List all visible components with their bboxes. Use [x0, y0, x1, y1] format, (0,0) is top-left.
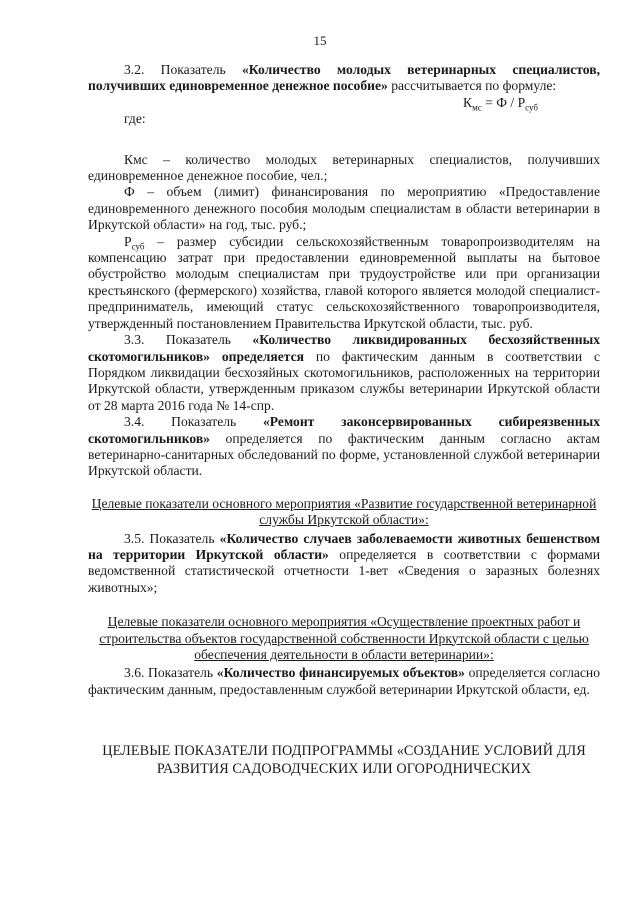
definition-kms: Кмс – количество молодых ветеринарных специалистов, получивших единовременное денежное пособие, чел.; [88, 151, 600, 184]
formula-rhs-sub: суб [525, 102, 538, 113]
formula-lhs-sub: мс [472, 102, 482, 113]
paragraph-3-3 [88, 332, 600, 414]
page-content [88, 62, 600, 778]
paragraph-lead: 3.5. Показатель [124, 530, 220, 546]
subprogram-heading: ЦЕЛЕВЫЕ ПОКАЗАТЕЛИ ПОДПРОГРАММЫ «СОЗДАНИЕ УСЛОВИЙ ДЛЯ РАЗВИТИЯ САДОВОДЧЕСКИХ ИЛИ ОГОРОДНИЧЕСКИХ [102, 743, 586, 778]
indicator-name: «Ремонт законсервированных сибиреязвенных скотомогильников» [88, 414, 600, 446]
where-label: где: [124, 111, 146, 127]
definition-symbol: Р [124, 233, 132, 249]
paragraph-lead: 3.3. Показатель [124, 332, 253, 348]
paragraph-tail: определяется по фактическим данным согласно актам ветеринарно-санитарных обследований по форме, установленной службой ветеринарии Иркутской области. [88, 430, 600, 479]
paragraph-lead: 3.4. Показатель [124, 414, 263, 430]
definition-text: – размер субсидии сельскохозяйственным товаропроизводителям на компенсацию затрат при предоставлении единовременной выплаты на бытовое обустройство молодым специалистам при трудоустройстве или при организации крестьянского (фермерского) хозяйства, главой которого является молодой специалист-предприниматель, имеющий статус сельскохозяйственного товаропроизводителя, утвержденный постановлением Правительства Иркутской области, тыс. руб. [88, 233, 600, 331]
indicator-name: «Количество молодых ветеринарных специалистов, получивших единовременное денежное пособие» [88, 62, 601, 94]
paragraph-tail: определяется в соответствии с формами ведомственной статистической отчетности 1-вет «Сведения о заразных болезнях животных»; [88, 546, 600, 595]
formula-mid: = Ф / Р [481, 94, 526, 110]
section-heading-vet-service: Целевые показатели основного мероприятия «Развитие государственной ветеринарной службы Иркутской области»: [91, 495, 597, 528]
definition-rsub [88, 234, 600, 332]
paragraph-3-5 [88, 531, 600, 597]
paragraph-tail: определяется согласно фактическим данным, предоставленным службой ветеринарии Иркутской области, ед. [88, 665, 601, 697]
section-heading-construction: Целевые показатели основного мероприятия «Осуществление проектных работ и строительства объектов государственной собственности Иркутской области с целью обеспечения деятельности в области ветеринарии»: [99, 614, 589, 662]
indicator-name: «Количество ликвидированных бесхозяйственных скотомогильников» определяется [88, 332, 600, 364]
paragraph-lead: 3.6. Показатель [124, 665, 217, 681]
paragraph-lead: 3.2. Показатель [124, 62, 242, 77]
indicator-name: «Количество случаев заболеваемости животных бешенством на территории Иркутской области» [88, 530, 600, 562]
paragraph-3-2 [88, 62, 600, 95]
definition-symbol-sub: суб [131, 241, 145, 252]
paragraph-tail: рассчитывается по формуле: [387, 78, 557, 94]
paragraph-3-6 [88, 665, 600, 698]
formula-lhs: К [463, 94, 473, 110]
paragraph-3-4 [88, 414, 600, 480]
definition-f: Ф – объем (лимит) финансирования по мероприятию «Предоставление единовременного денежного пособия молодым специалистам в области ветеринарии в Иркутской области» на год, тыс. руб.; [88, 184, 600, 233]
paragraph-tail: по фактическим данным в соответствии с Порядком ликвидации бесхозяйных скотомогильников, расположенных на территории Иркутской области, утвержденным приказом службы ветеринарии Иркутской области от 28 марта 2016 года № 14-спр. [88, 348, 600, 413]
page-number: 15 [313, 33, 327, 48]
indicator-name: «Количество финансируемых объектов» [216, 665, 465, 681]
formula [88, 95, 600, 111]
